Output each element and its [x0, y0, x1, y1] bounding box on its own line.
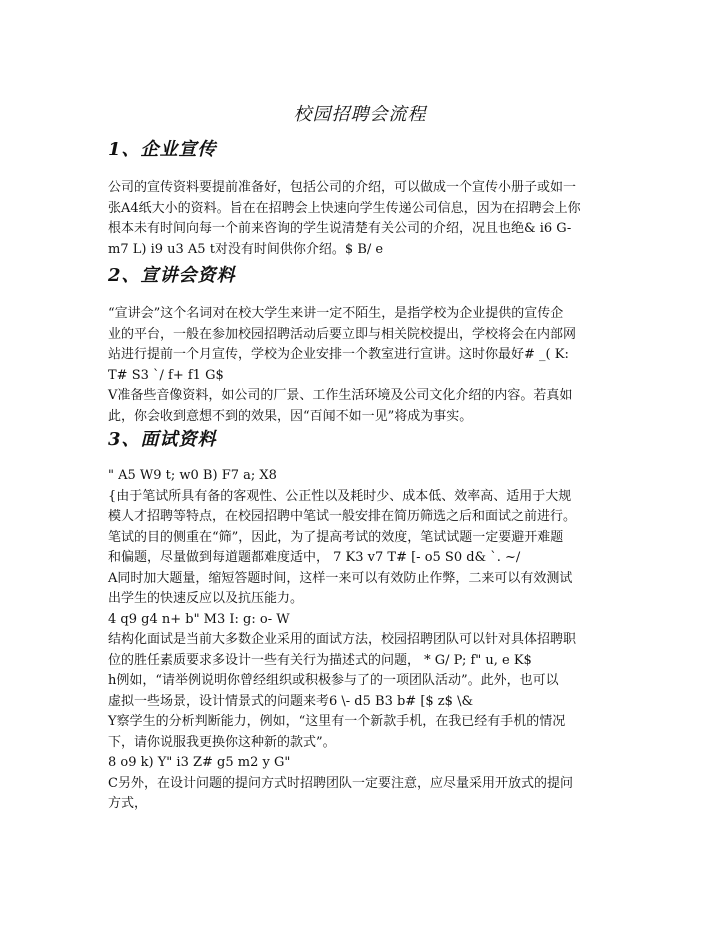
paragraph-line: T# S3 `/ f+ f1 G$	[108, 367, 224, 383]
section-presentation-materials	[108, 264, 624, 427]
paragraph-line: 根本未有时间向每一个前来咨询的学生说清楚有关公司的介绍，况且也绝& i6 G-	[108, 221, 572, 236]
paragraph-line: 此，你会收到意想不到的效果，因“百闻不如一见”将成为事实。	[108, 408, 473, 424]
paragraph-line: 4 q9 g4 n+ b" M3 I: g: o- W	[108, 611, 290, 627]
paragraph-line: 业的平台，一般在参加校园招聘活动后要立即与相关院校提出，学校将会在内部网	[108, 326, 577, 342]
paragraph-line: 笔试的目的侧重在“筛”，因此，为了提高考试的效度，笔试试题一定要避开难题	[108, 529, 564, 545]
section-heading: 1、企业宣传	[108, 139, 217, 160]
paragraph-line: 和偏题，尽量做到每道题都难度适中， 7 K3 v7 T# [- o5 S0 d& `. ~/	[108, 550, 521, 565]
paragraph-line: 站进行提前一个月宣传，学校为企业安排一个教室进行宣讲。这时你最好# _( K:	[108, 347, 569, 362]
paragraph-line: V准备些音像资料，如公司的厂景、工作生活环境及公司文化介绍的内容。若真如	[108, 388, 573, 403]
paragraph-line: 公司的宣传资料要提前准备好，包括公司的介绍，可以做成一个宣传小册子或如一	[108, 180, 577, 195]
section-heading: 2、宣讲会资料	[108, 265, 236, 286]
document-title: 校园招聘会流程	[293, 104, 427, 125]
paragraph-line: " A5 W9 t; w0 B) F7 a; X8	[108, 468, 277, 483]
section-heading: 3、面试资料	[108, 429, 217, 450]
paragraph-line: A同时加大题量，缩短答题时间，这样一来可以有效防止作弊，二来可以有效测试	[108, 570, 573, 586]
paragraph-line: {由于笔试所具有备的客观性、公正性以及耗时少、成本低、效率高、适用于大规	[108, 488, 572, 504]
paragraph-line: 8 o9 k) Y" i3 Z# g5 m2 y G"	[108, 755, 291, 770]
paragraph-line: 下，请你说服我更换你这种新的款式”。	[108, 734, 336, 750]
paragraph-line: 出学生的快速反应以及抗压能力。	[108, 591, 304, 606]
paragraph-line: 张A4纸大小的资料。旨在在招聘会上快速向学生传递公司信息，因为在招聘会上你	[108, 200, 581, 216]
paragraph-line: 方式，	[108, 796, 148, 811]
paragraph-line: 位的胜任素质要求多设计一些有关行为描述式的问题， * G/ P; f" u, e K$	[108, 652, 532, 668]
section-corporate-promotion	[108, 138, 624, 260]
paragraph-line: m7 L) i9 u3 A5 t对没有时间供你介绍。$ B/ e	[108, 241, 384, 257]
paragraph-line: 模人才招聘等特点，在校园招聘中笔试一般安排在简历筛选之后和面试之前进行。	[108, 509, 577, 524]
section-interview-materials	[108, 428, 624, 815]
paragraph-line: 虚拟一些场景，设计情景式的问题来考6 \- d5 B3 b# [$ z$ \&	[108, 693, 474, 709]
paragraph-line: “宣讲会”这个名词对在校大学生来讲一定不陌生，是指学校为企业提供的宣传企	[108, 306, 564, 321]
paragraph-line: C另外，在设计问题的提问方式时招聘团队一定要注意，应尽量采用开放式的提问	[108, 775, 573, 791]
paragraph-line: 结构化面试是当前大多数企业采用的面试方法，校园招聘团队可以针对具体招聘职	[108, 632, 577, 647]
paragraph-line: h例如，“请举例说明你曾经组织或积极参与了的一项团队活动”。此外，也可以	[108, 673, 559, 688]
paragraph-line: Y察学生的分析判断能力，例如，“这里有一个新款手机，在我已经有手机的情况	[108, 714, 566, 729]
